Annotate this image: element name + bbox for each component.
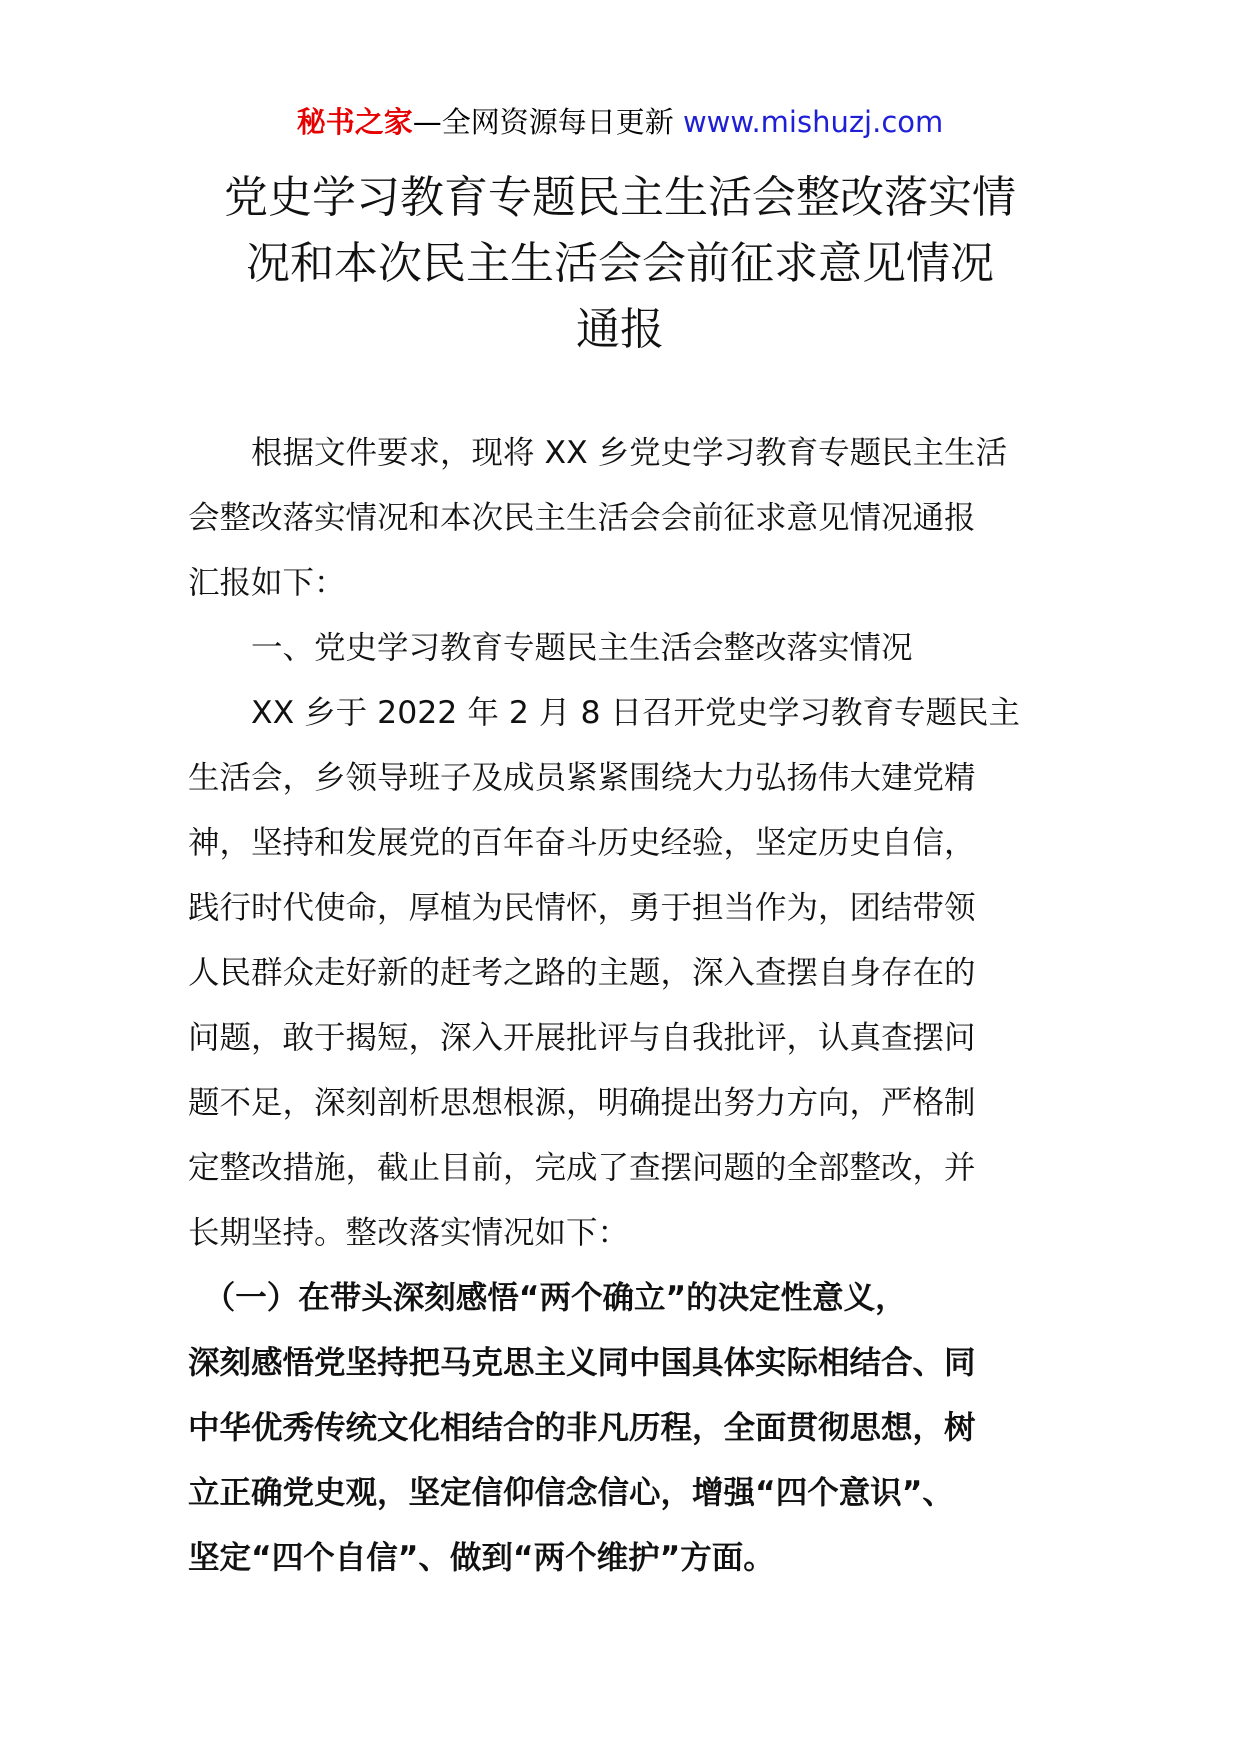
text-line: 生活会，乡领导班子及成员紧紧围绕大力弘扬伟大建党精 (188, 760, 976, 796)
title-line: 况和本次民主生活会会前征求意见情况 (246, 238, 994, 289)
title-line: 党史学习教育专题民主生活会整改落实情 (224, 172, 1016, 223)
title-line: 通报 (576, 304, 664, 355)
text-line: （一）在带头深刻感悟“两个确立”的决定性意义， (188, 1280, 907, 1316)
site-brand-name: 秘书之家 (296, 105, 413, 139)
text-line: 一、党史学习教育专题民主生活会整改落实情况 (188, 630, 913, 666)
text-line: 中华优秀传统文化相结合的非凡历程，全面贯彻思想，树 (188, 1410, 976, 1446)
text-line: 神，坚持和发展党的百年奋斗历史经验，坚定历史自信， (188, 825, 976, 861)
text-line: 定整改措施，截止目前，完成了查摆问题的全部整改，并 (188, 1150, 976, 1186)
text-line: 践行时代使命，厚植为民情怀，勇于担当作为，团结带领 (188, 890, 976, 926)
intro-paragraph (188, 421, 1058, 616)
section-heading (188, 616, 1058, 681)
text-line: 问题，敢于揭短，深入开展批评与自我批评，认真查摆问 (188, 1020, 976, 1056)
text-line: 长期坚持。整改落实情况如下： (188, 1215, 630, 1251)
text-line: 题不足，深刻剖析思想根源，明确提出努力方向，严格制 (188, 1085, 976, 1121)
text-line: 立正确党史观，坚定信仰信念信心，增强“四个意识”、 (188, 1475, 954, 1511)
text-line: 坚定“四个自信”、做到“两个维护”方面。 (188, 1540, 775, 1576)
document-body (188, 421, 1058, 1591)
text-line: XX 乡于 2022 年 2 月 8 日召开党史学习教育专题民主 (188, 695, 1020, 731)
site-header (0, 100, 1240, 144)
document-title (190, 165, 1050, 363)
text-line: 根据文件要求，现将 XX 乡党史学习教育专题民主生活 (188, 435, 1008, 471)
text-line: 汇报如下： (188, 565, 346, 601)
site-url-link[interactable]: www.mishuzj.com (682, 105, 944, 139)
site-tagline: —全网资源每日更新 (412, 105, 674, 139)
body-paragraph (188, 681, 1058, 1266)
subsection-heading (188, 1266, 1058, 1591)
text-line: 深刻感悟党坚持把马克思主义同中国具体实际相结合、同 (188, 1345, 976, 1381)
text-line: 会整改落实情况和本次民主生活会会前征求意见情况通报 (188, 500, 976, 536)
text-line: 人民群众走好新的赶考之路的主题，深入查摆自身存在的 (188, 955, 976, 991)
